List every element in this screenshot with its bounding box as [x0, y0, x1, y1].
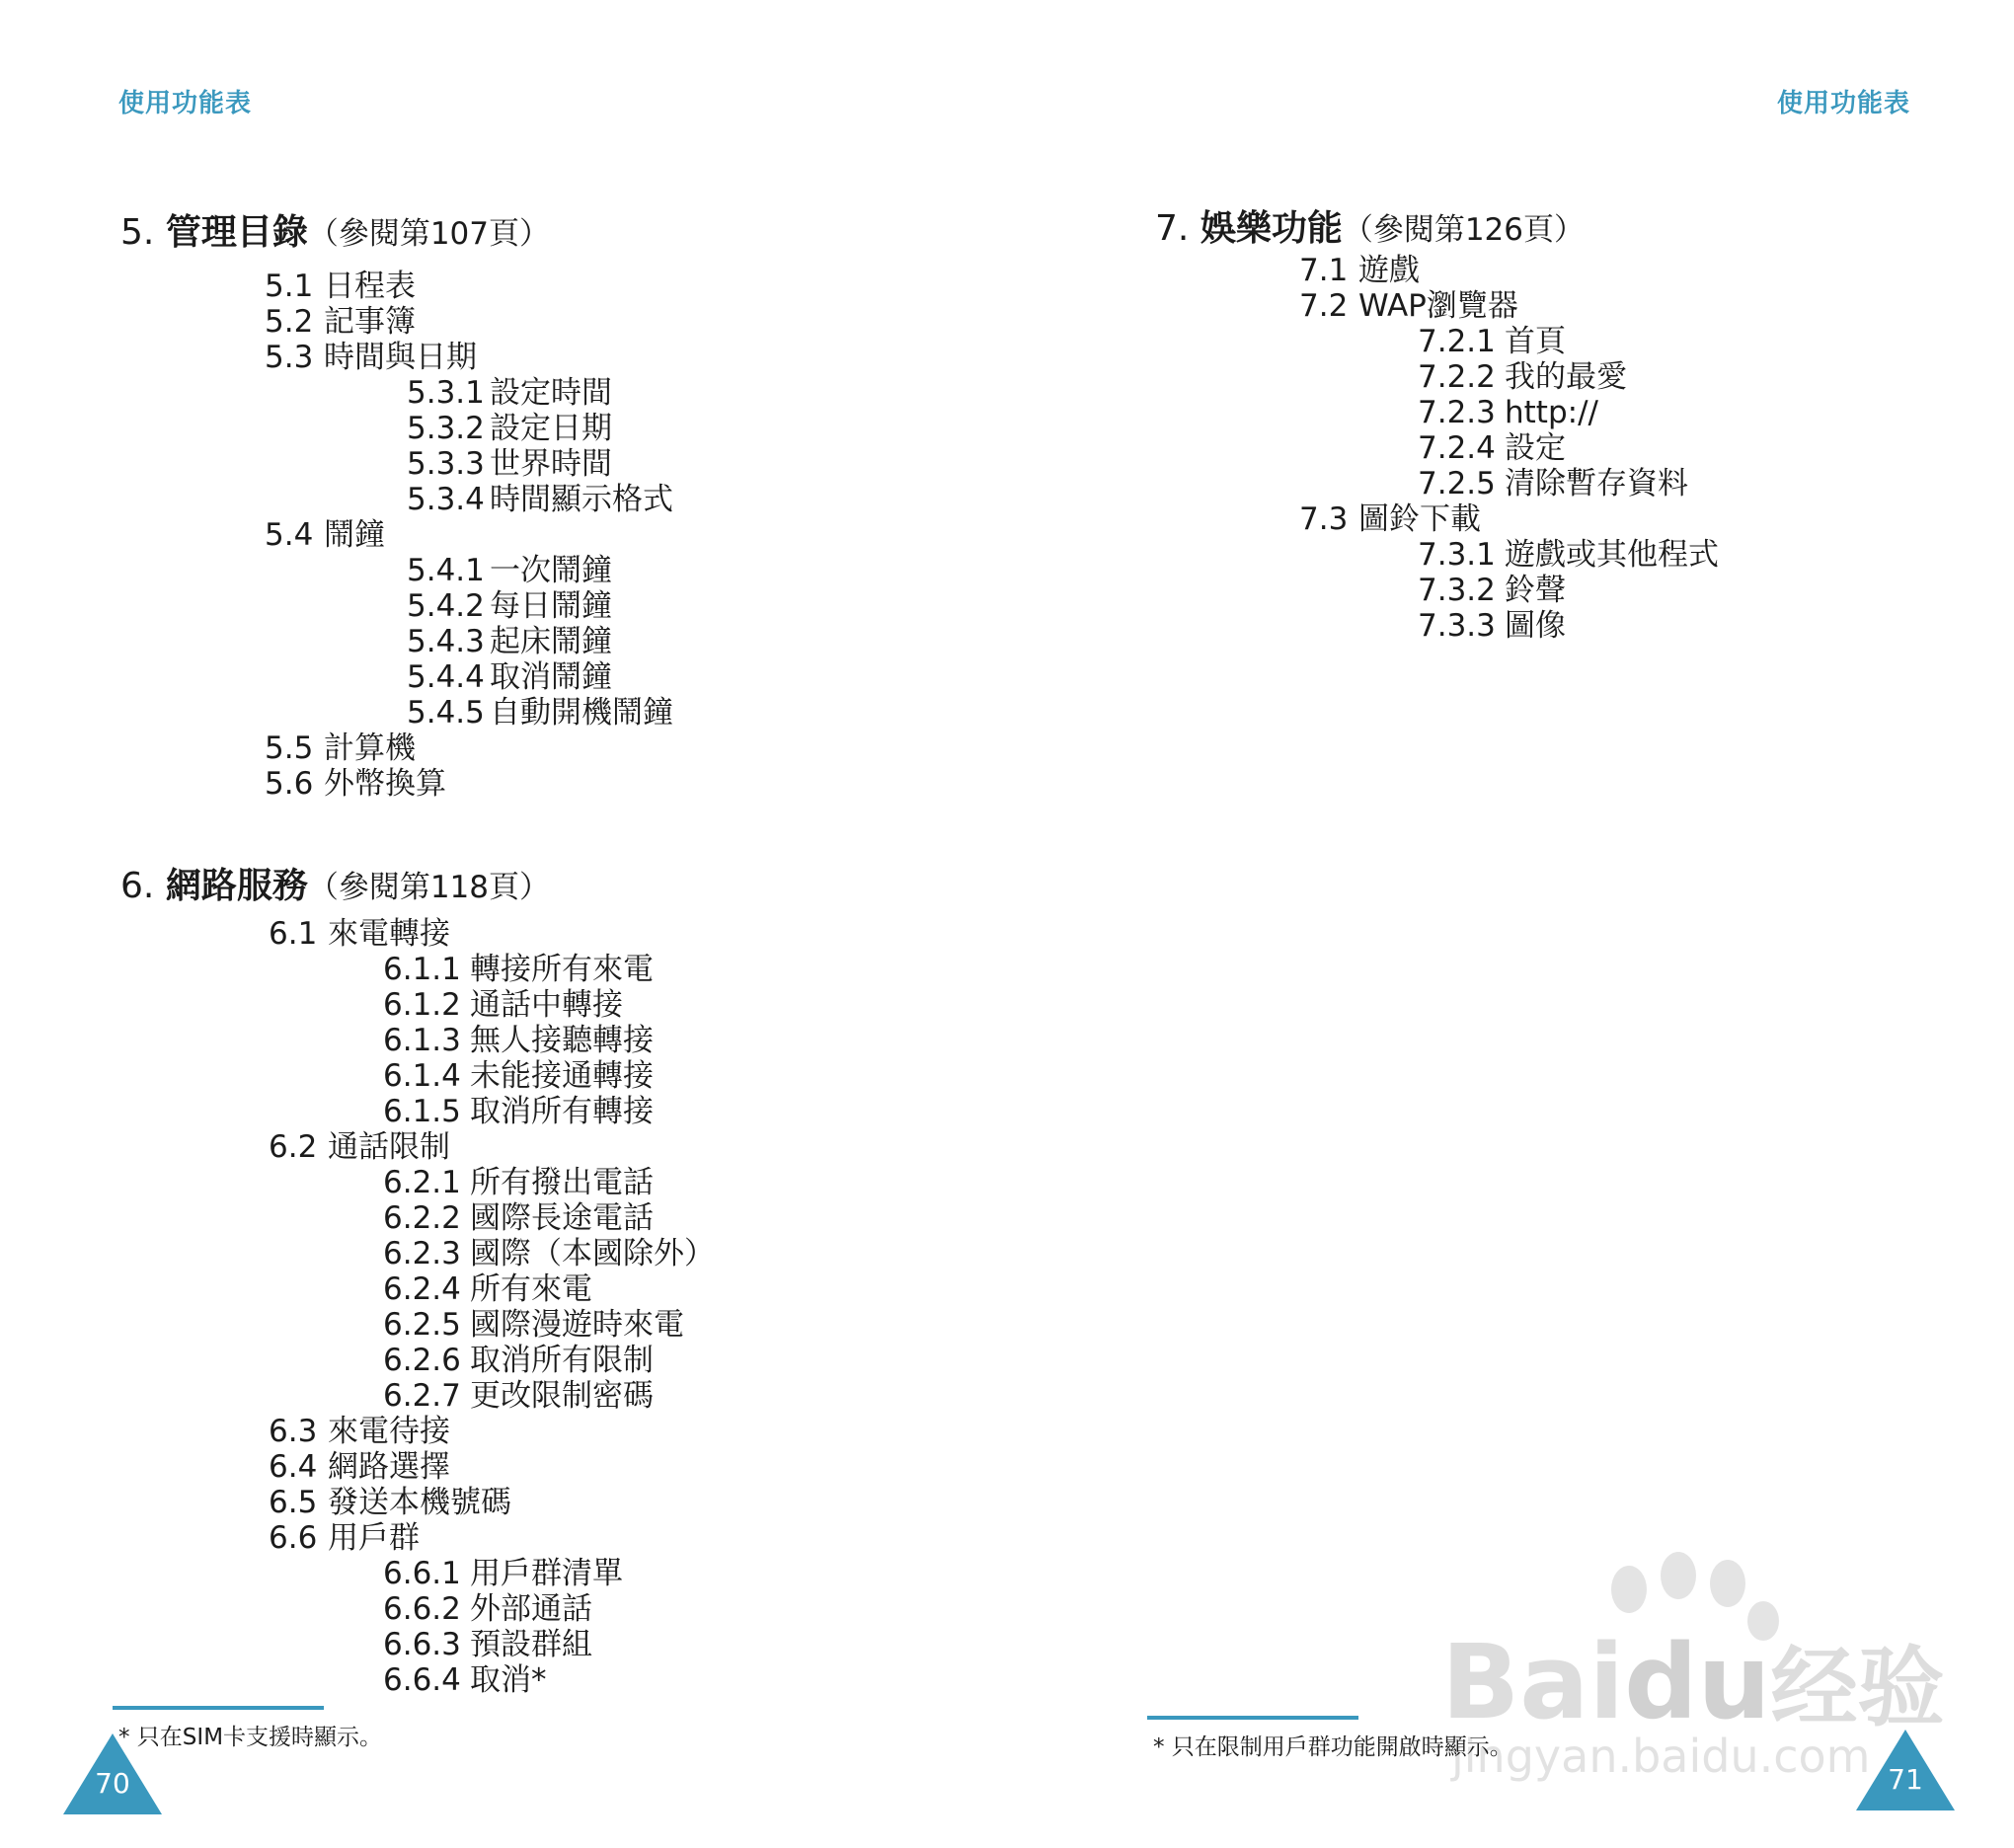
menu-item: [383, 1023, 654, 1058]
menu-item: [383, 1271, 592, 1307]
menu-item: [265, 340, 477, 375]
footnote: * 只在SIM卡支援時顯示。: [118, 1725, 383, 1750]
section-5-heading: [120, 211, 550, 256]
menu-label: 國際漫遊時來電: [470, 1307, 684, 1343]
menu-code: 6.2.1: [383, 1165, 461, 1200]
menu-item: [269, 1485, 511, 1520]
menu-item: [407, 411, 612, 446]
menu-item: [269, 1520, 420, 1556]
menu-item: [383, 1662, 547, 1698]
menu-code: 6.1.2: [383, 987, 461, 1023]
menu-code: 6.1.3: [383, 1023, 461, 1058]
watermark-brand-cn: 经验: [1770, 1637, 1945, 1738]
menu-label: 更改限制密碼: [470, 1378, 654, 1414]
menu-label: 時間與日期: [324, 340, 477, 375]
menu-item: [265, 517, 385, 553]
menu-code: 6.2: [269, 1129, 318, 1165]
right-header-title: 使用功能表: [1777, 89, 1911, 118]
section-7-heading: [1155, 207, 1585, 252]
menu-code: 7.2.5: [1418, 466, 1496, 501]
menu-code: 7.2.3: [1418, 395, 1496, 430]
menu-label: 每日鬧鐘: [490, 588, 612, 624]
menu-item: [265, 304, 416, 340]
menu-code: 6.1.1: [383, 952, 461, 987]
menu-item: [383, 1200, 654, 1236]
menu-item: [407, 482, 673, 517]
menu-code: 7.3: [1299, 501, 1349, 537]
menu-item: [269, 1449, 450, 1485]
footnote-rule: [1147, 1716, 1358, 1720]
menu-item: [407, 624, 612, 659]
menu-label: 所有撥出電話: [470, 1165, 654, 1200]
menu-code: 5.4: [265, 517, 314, 553]
menu-label: 取消*: [470, 1662, 547, 1698]
menu-label: 遊戲: [1358, 253, 1420, 288]
menu-label: http://: [1505, 395, 1598, 430]
menu-code: 7.2.2: [1418, 359, 1496, 395]
menu-item: [383, 1556, 623, 1591]
menu-item: [1418, 395, 1598, 430]
footnote-rule: [113, 1706, 324, 1710]
menu-item: [1418, 466, 1688, 501]
menu-item: [265, 731, 416, 766]
menu-label: 轉接所有來電: [470, 952, 654, 987]
menu-item: [1418, 430, 1566, 466]
menu-label: 通話限制: [328, 1129, 450, 1165]
menu-label: 設定時間: [490, 375, 612, 411]
menu-item: [383, 1058, 654, 1094]
watermark-brand-bai: Bai: [1441, 1622, 1625, 1742]
menu-item: [1418, 608, 1566, 644]
menu-item: [1418, 324, 1566, 359]
menu-label: 遊戲或其他程式: [1505, 537, 1719, 573]
section-title: 娛樂功能: [1200, 208, 1343, 249]
menu-code: 6.2.2: [383, 1200, 461, 1236]
menu-label: 我的最愛: [1505, 359, 1627, 395]
menu-label: 設定日期: [490, 411, 612, 446]
menu-label: 首頁: [1505, 324, 1566, 359]
menu-code: 7.2.1: [1418, 324, 1496, 359]
menu-label: 未能接通轉接: [470, 1058, 654, 1094]
menu-label: 所有來電: [470, 1271, 592, 1307]
menu-code: 6.3: [269, 1414, 318, 1449]
menu-item: [269, 1129, 450, 1165]
menu-code: 5.4.1: [407, 553, 485, 588]
menu-label: 鈴聲: [1505, 573, 1566, 608]
menu-code: 5.4.2: [407, 588, 485, 624]
menu-label: 來電轉接: [328, 916, 450, 952]
section-number: 5.: [120, 212, 155, 253]
menu-label: 來電待接: [328, 1414, 450, 1449]
menu-label: WAP瀏覽器: [1358, 288, 1518, 324]
menu-item: [1299, 253, 1420, 288]
section-ref: （參閱第118頁）: [307, 870, 550, 905]
menu-code: 5.5: [265, 731, 314, 766]
menu-label: 清除暫存資料: [1505, 466, 1688, 501]
menu-code: 5.3.1: [407, 375, 485, 411]
menu-label: 用戶群: [328, 1520, 420, 1556]
menu-label: 一次鬧鐘: [490, 553, 612, 588]
menu-code: 5.4.3: [407, 624, 485, 659]
menu-label: 記事簿: [324, 304, 416, 340]
menu-label: 鬧鐘: [324, 517, 385, 553]
menu-item: [1418, 537, 1719, 573]
menu-item: [383, 1094, 654, 1129]
menu-code: 6.1.5: [383, 1094, 461, 1129]
menu-label: 國際長途電話: [470, 1200, 654, 1236]
menu-item: [383, 1307, 684, 1343]
menu-code: 5.1: [265, 269, 314, 304]
menu-label: 設定: [1505, 430, 1566, 466]
section-title: 管理目錄: [165, 212, 308, 253]
menu-item: [407, 659, 612, 695]
page-number: 71: [1888, 1763, 1923, 1796]
menu-code: 6.2.4: [383, 1271, 461, 1307]
menu-item: [269, 916, 450, 952]
menu-item: [407, 375, 612, 411]
menu-label: 取消所有轉接: [470, 1094, 654, 1129]
menu-code: 6.6.4: [383, 1662, 461, 1698]
menu-code: 6.6: [269, 1520, 318, 1556]
menu-label: 日程表: [324, 269, 416, 304]
menu-code: 6.2.7: [383, 1378, 461, 1414]
menu-item: [383, 952, 654, 987]
menu-label: 取消鬧鐘: [490, 659, 612, 695]
section-ref: （參閱第126頁）: [1342, 212, 1585, 248]
menu-code: 6.1.4: [383, 1058, 461, 1094]
menu-item: [407, 446, 612, 482]
menu-item: [1299, 288, 1518, 324]
menu-code: 5.4.4: [407, 659, 485, 695]
menu-label: 取消所有限制: [470, 1343, 654, 1378]
menu-code: 6.2.6: [383, 1343, 461, 1378]
menu-code: 6.4: [269, 1449, 318, 1485]
watermark-brand: [1441, 1619, 1945, 1743]
section-6-heading: [120, 865, 550, 909]
menu-item: [1418, 359, 1627, 395]
menu-code: 7.3.1: [1418, 537, 1496, 573]
menu-code: 6.1: [269, 916, 318, 952]
menu-label: 國際（本國除外）: [470, 1236, 715, 1271]
menu-code: 6.2.3: [383, 1236, 461, 1271]
menu-item: [383, 1343, 654, 1378]
menu-label: 起床鬧鐘: [490, 624, 612, 659]
menu-code: 6.5: [269, 1485, 318, 1520]
menu-code: 5.3.2: [407, 411, 485, 446]
menu-label: 發送本機號碼: [328, 1485, 511, 1520]
section-ref: （參閱第107頁）: [307, 216, 550, 252]
menu-code: 5.6: [265, 766, 314, 802]
left-header-title: 使用功能表: [118, 89, 253, 118]
menu-label: 外部通話: [470, 1591, 592, 1627]
menu-item: [407, 553, 612, 588]
menu-item: [407, 695, 673, 731]
menu-item: [1299, 501, 1481, 537]
menu-code: 5.3: [265, 340, 314, 375]
menu-item: [383, 1236, 715, 1271]
menu-item: [407, 588, 612, 624]
menu-label: 計算機: [324, 731, 416, 766]
menu-label: 用戶群清單: [470, 1556, 623, 1591]
menu-label: 圖像: [1505, 608, 1566, 644]
menu-label: 預設群組: [470, 1627, 592, 1662]
menu-label: 網路選擇: [328, 1449, 450, 1485]
menu-label: 世界時間: [490, 446, 612, 482]
watermark-url: jingyan.baidu.com: [1451, 1730, 1871, 1783]
page-number: 70: [95, 1767, 130, 1800]
section-title: 網路服務: [165, 866, 308, 906]
menu-code: 5.3.4: [407, 482, 485, 517]
menu-label: 時間顯示格式: [490, 482, 673, 517]
menu-code: 7.2: [1299, 288, 1349, 324]
menu-item: [383, 1378, 654, 1414]
menu-code: 5.4.5: [407, 695, 485, 731]
menu-item: [383, 987, 623, 1023]
watermark-brand-du: du: [1624, 1622, 1771, 1742]
menu-item: [269, 1414, 450, 1449]
menu-label: 自動開機鬧鐘: [490, 695, 673, 731]
menu-item: [265, 766, 446, 802]
menu-item: [383, 1591, 592, 1627]
menu-label: 外幣換算: [324, 766, 446, 802]
menu-code: 7.2.4: [1418, 430, 1496, 466]
menu-code: 5.2: [265, 304, 314, 340]
footnote: * 只在限制用戶群功能開啟時顯示。: [1153, 1734, 1512, 1760]
menu-code: 7.1: [1299, 253, 1349, 288]
menu-code: 7.3.3: [1418, 608, 1496, 644]
menu-code: 5.3.3: [407, 446, 485, 482]
menu-label: 通話中轉接: [470, 987, 623, 1023]
menu-code: 7.3.2: [1418, 573, 1496, 608]
menu-item: [1418, 573, 1566, 608]
menu-item: [265, 269, 416, 304]
section-number: 6.: [120, 866, 155, 906]
section-number: 7.: [1155, 208, 1190, 249]
menu-label: 圖鈴下載: [1358, 501, 1481, 537]
menu-code: 6.6.1: [383, 1556, 461, 1591]
menu-code: 6.2.5: [383, 1307, 461, 1343]
menu-label: 無人接聽轉接: [470, 1023, 654, 1058]
menu-item: [383, 1165, 654, 1200]
menu-code: 6.6.2: [383, 1591, 461, 1627]
menu-code: 6.6.3: [383, 1627, 461, 1662]
menu-item: [383, 1627, 592, 1662]
